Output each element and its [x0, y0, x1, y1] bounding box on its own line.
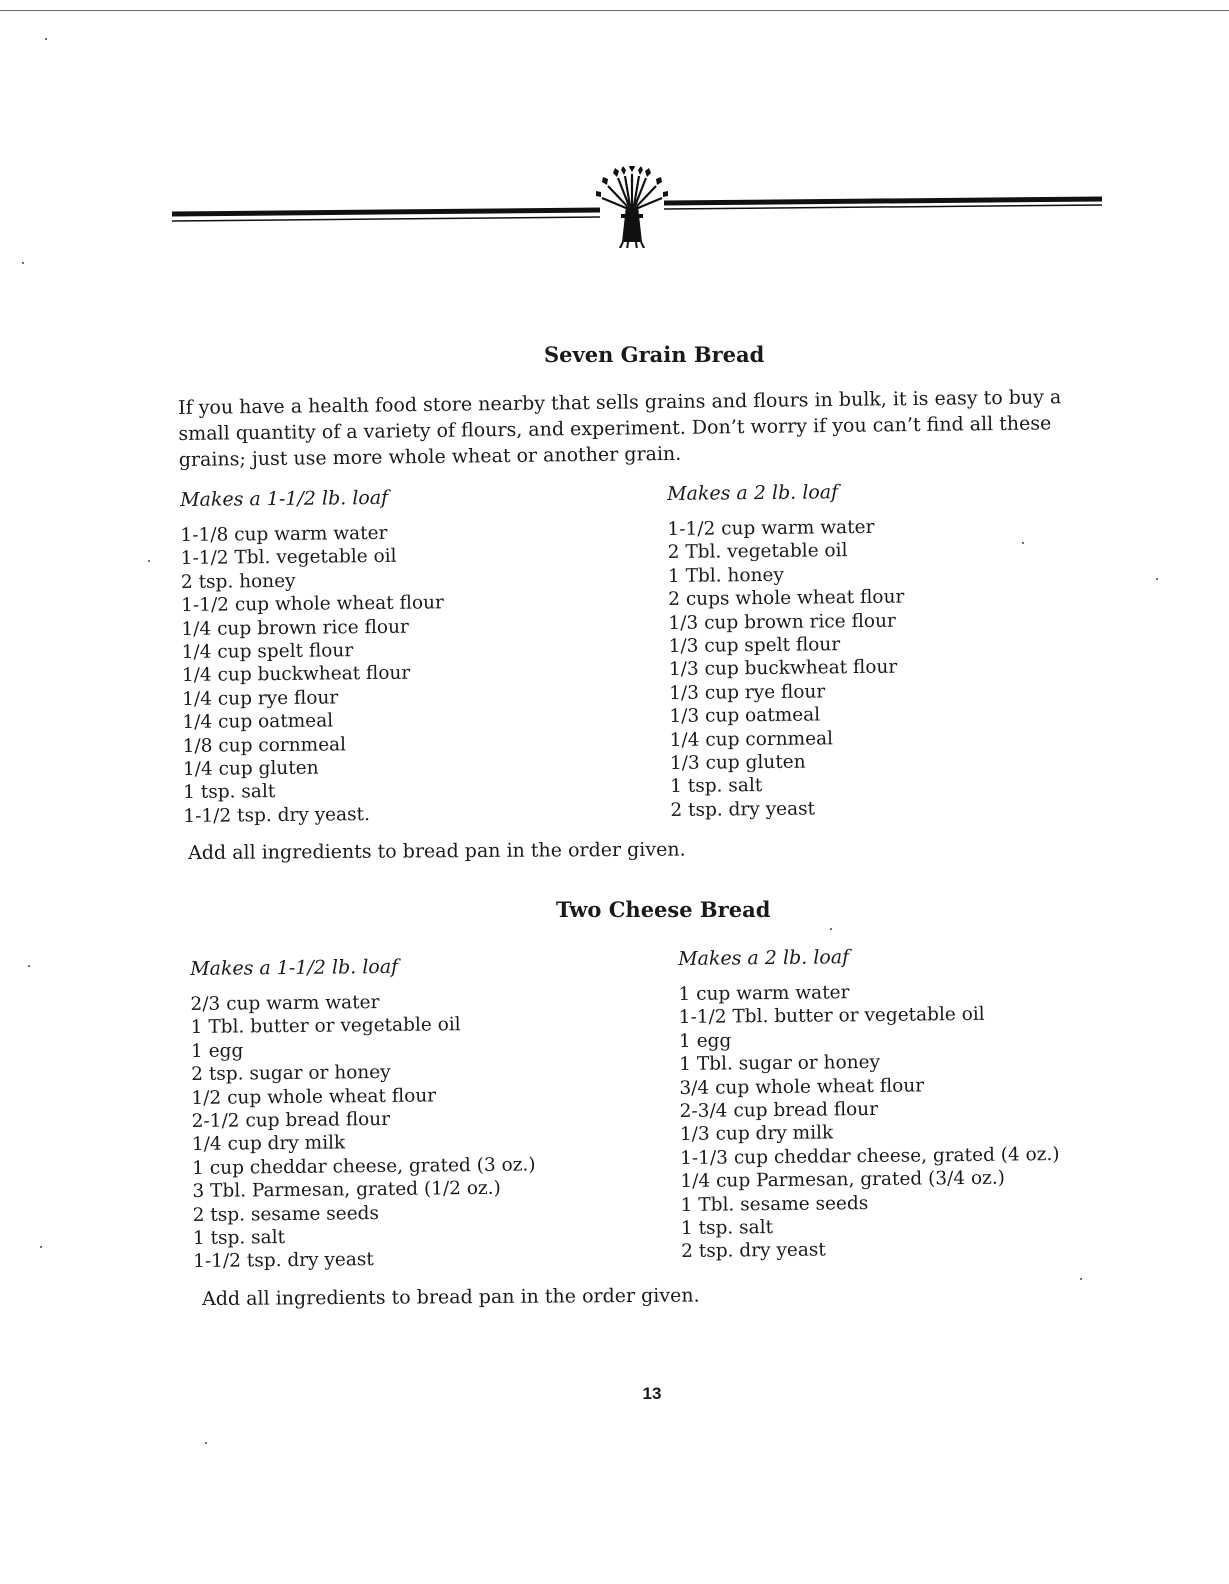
- scan-speck: [40, 1246, 42, 1248]
- ingredient-item: 1/3 cup rye flour: [669, 681, 826, 704]
- ingredient-item: 1-1/8 cup warm water: [180, 522, 388, 546]
- ingredient-item: 1/3 cup buckwheat flour: [668, 657, 898, 681]
- ingredient-item: 2-3/4 cup bread flour: [679, 1098, 879, 1123]
- ingredient-item: 1/3 cup oatmeal: [669, 704, 821, 728]
- ingredient-item: 3/4 cup whole wheat flour: [679, 1075, 925, 1099]
- ingredient-item: 1-1/2 cup warm water: [667, 516, 875, 540]
- ingredient-list: [678, 979, 1060, 1264]
- ingredient-item: 2 tsp. dry yeast: [681, 1239, 826, 1263]
- loaf-size-heading: Makes a 2 lb. loaf: [678, 946, 850, 970]
- ingredient-item: 2/3 cup warm water: [190, 992, 380, 1015]
- scan-speck: [1156, 578, 1158, 580]
- ingredient-item: 1/3 cup brown rice flour: [668, 610, 896, 634]
- ingredient-list: [190, 989, 536, 1273]
- scan-speck: [205, 1442, 207, 1444]
- loaf-size-heading: Makes a 2 lb. loaf: [667, 481, 839, 505]
- wheat-sheaf-icon: [596, 166, 668, 248]
- ingredient-item: 1/3 cup gluten: [669, 751, 806, 775]
- ingredient-item: 1/4 cup rye flour: [182, 687, 339, 710]
- ingredient-item: 1/4 cup oatmeal: [182, 710, 334, 734]
- ingredient-item: 1 egg: [678, 1030, 732, 1052]
- ingredient-item: 2 cups whole wheat flour: [668, 586, 905, 611]
- ingredient-item: 1-1/2 Tbl. vegetable oil: [180, 546, 397, 570]
- scan-speck: [45, 38, 47, 40]
- ingredient-item: 1 egg: [190, 1040, 244, 1062]
- recipe-title: Seven Grain Bread: [544, 342, 765, 367]
- scan-speck: [830, 928, 832, 930]
- scan-speck: [148, 560, 150, 562]
- large-loaf-column: [667, 480, 907, 823]
- ingredient-item: 1 tsp. salt: [680, 1217, 774, 1240]
- loaf-size-heading: Makes a 1-1/2 lb. loaf: [190, 955, 399, 980]
- ingredient-item: 2 tsp. dry yeast: [670, 798, 816, 821]
- scan-speck: [1080, 1278, 1082, 1280]
- ingredient-item: 2 Tbl. vegetable oil: [667, 540, 848, 564]
- ingredient-item: 1-1/2 tsp. dry yeast: [193, 1249, 374, 1273]
- ingredient-item: 2 tsp. honey: [180, 570, 296, 593]
- ingredient-item: 1-1/2 Tbl. butter or vegetable oil: [678, 1004, 985, 1029]
- ingredient-item: 1/4 cup Parmesan, grated (3/4 oz.): [680, 1167, 1006, 1193]
- recipe-title: Two Cheese Bread: [556, 897, 771, 922]
- ingredient-item: 2 tsp. sugar or honey: [191, 1062, 391, 1086]
- ingredient-item: 1-1/2 cup whole wheat flour: [181, 592, 444, 617]
- ingredient-item: 1 Tbl. sesame seeds: [680, 1192, 869, 1216]
- ingredient-item: 1/4 cup brown rice flour: [181, 616, 409, 640]
- header-ornament: [172, 166, 1104, 248]
- ingredient-item: 1/4 cup buckwheat flour: [181, 663, 411, 687]
- large-loaf-column: [678, 943, 1061, 1264]
- ingredient-item: 1 Tbl. honey: [667, 564, 784, 587]
- small-loaf-column: [190, 953, 537, 1273]
- ingredient-item: 1 Tbl. butter or vegetable oil: [190, 1014, 461, 1039]
- ingredient-item: 1/4 cup cornmeal: [669, 727, 834, 751]
- ingredient-item: 1 Tbl. sugar or honey: [679, 1052, 881, 1076]
- ingredient-item: 2-1/2 cup bread flour: [191, 1108, 391, 1133]
- ingredient-item: 1-1/2 tsp. dry yeast.: [183, 803, 371, 827]
- scan-speck: [22, 262, 24, 264]
- ingredient-item: 1 tsp. salt: [670, 775, 763, 798]
- small-loaf-column: [180, 485, 446, 828]
- ingredient-item: 1/4 cup gluten: [182, 757, 319, 781]
- loaf-size-heading: Makes a 1-1/2 lb. loaf: [180, 486, 389, 511]
- page-number: 13: [642, 1384, 662, 1403]
- recipe-note: Add all ingredients to bread pan in the order given.: [188, 838, 686, 864]
- ingredient-item: 1/3 cup dry milk: [679, 1122, 834, 1146]
- ingredient-item: 1/2 cup whole wheat flour: [191, 1085, 437, 1109]
- ingredient-item: 1-1/3 cup cheddar cheese, grated (4 oz.): [680, 1143, 1060, 1169]
- page-top-rule: [0, 10, 1229, 11]
- ingredient-item: 1/4 cup dry milk: [191, 1132, 346, 1156]
- recipe-note: Add all ingredients to bread pan in the order given.: [202, 1284, 700, 1310]
- ingredient-item: 1 cup cheddar cheese, grated (3 oz.): [192, 1154, 536, 1179]
- ingredient-item: 1 tsp. salt: [183, 781, 276, 804]
- ingredient-item: 3 Tbl. Parmesan, grated (1/2 oz.): [192, 1178, 501, 1203]
- ingredient-item: 1/8 cup cornmeal: [182, 733, 347, 757]
- recipe-intro: If you have a health food store nearby that sells grains and flours in bulk, it is easy to buy a small quantity of a variety of flours, and experiment. Don’t worry if you can’t find all these grains; just use more whole wheat or another grain.: [178, 386, 1062, 471]
- ingredient-item: 2 tsp. sesame seeds: [192, 1202, 380, 1226]
- ingredient-item: 1 cup warm water: [678, 982, 850, 1005]
- ingredient-item: 1 tsp. salt: [192, 1227, 286, 1250]
- ingredient-list: [667, 516, 906, 823]
- scan-speck: [28, 965, 30, 967]
- scan-speck: [1022, 542, 1024, 544]
- ingredient-item: 1/4 cup spelt flour: [181, 640, 354, 664]
- ingredient-item: 1/3 cup spelt flour: [668, 634, 841, 658]
- ingredient-list: [180, 521, 446, 828]
